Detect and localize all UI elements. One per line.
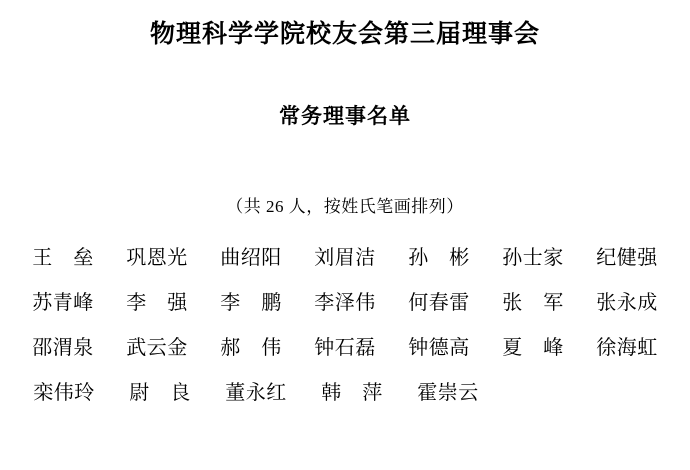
- name-item: 张 军: [502, 291, 564, 314]
- name-item: 何春雷: [408, 291, 470, 314]
- name-row: [16, 241, 674, 270]
- name-row: [16, 376, 674, 405]
- name-item: 李 鹏: [220, 291, 282, 314]
- name-item: 钟石磊: [314, 336, 376, 359]
- name-item: 巩恩光: [126, 246, 188, 269]
- name-item: 霍崇云: [417, 381, 479, 404]
- name-item: 刘眉洁: [314, 246, 376, 269]
- name-item: 李泽伟: [314, 291, 376, 314]
- name-item: 钟德高: [408, 336, 470, 359]
- name-item: 孙 彬: [408, 246, 470, 269]
- name-item: 邵渭泉: [32, 336, 94, 359]
- name-item: 董永红: [225, 381, 287, 404]
- name-list: [0, 241, 690, 405]
- name-item: 曲绍阳: [220, 246, 282, 269]
- name-row: [16, 286, 674, 315]
- name-item: 徐海虹: [596, 336, 658, 359]
- member-count-note: （共 26 人，按姓氏笔画排列）: [226, 196, 464, 216]
- name-item: 武云金: [126, 336, 188, 359]
- name-item: 王 垒: [32, 246, 94, 269]
- name-item: 苏青峰: [32, 291, 94, 314]
- page-subtitle: 常务理事名单: [279, 103, 411, 128]
- document-page: [0, 18, 690, 470]
- name-item: 张永成: [596, 291, 658, 314]
- page-title: 物理科学学院校友会第三届理事会: [149, 19, 540, 48]
- name-item: 李 强: [126, 291, 188, 314]
- name-item: 夏 峰: [502, 336, 564, 359]
- name-item: 栾伟玲: [33, 381, 95, 404]
- name-item: 韩 萍: [321, 381, 383, 404]
- name-row: [16, 331, 674, 360]
- name-item: 孙士家: [502, 246, 564, 269]
- name-item: 纪健强: [596, 246, 658, 269]
- name-item: 郝 伟: [220, 336, 282, 359]
- name-item: 尉 良: [129, 381, 191, 404]
